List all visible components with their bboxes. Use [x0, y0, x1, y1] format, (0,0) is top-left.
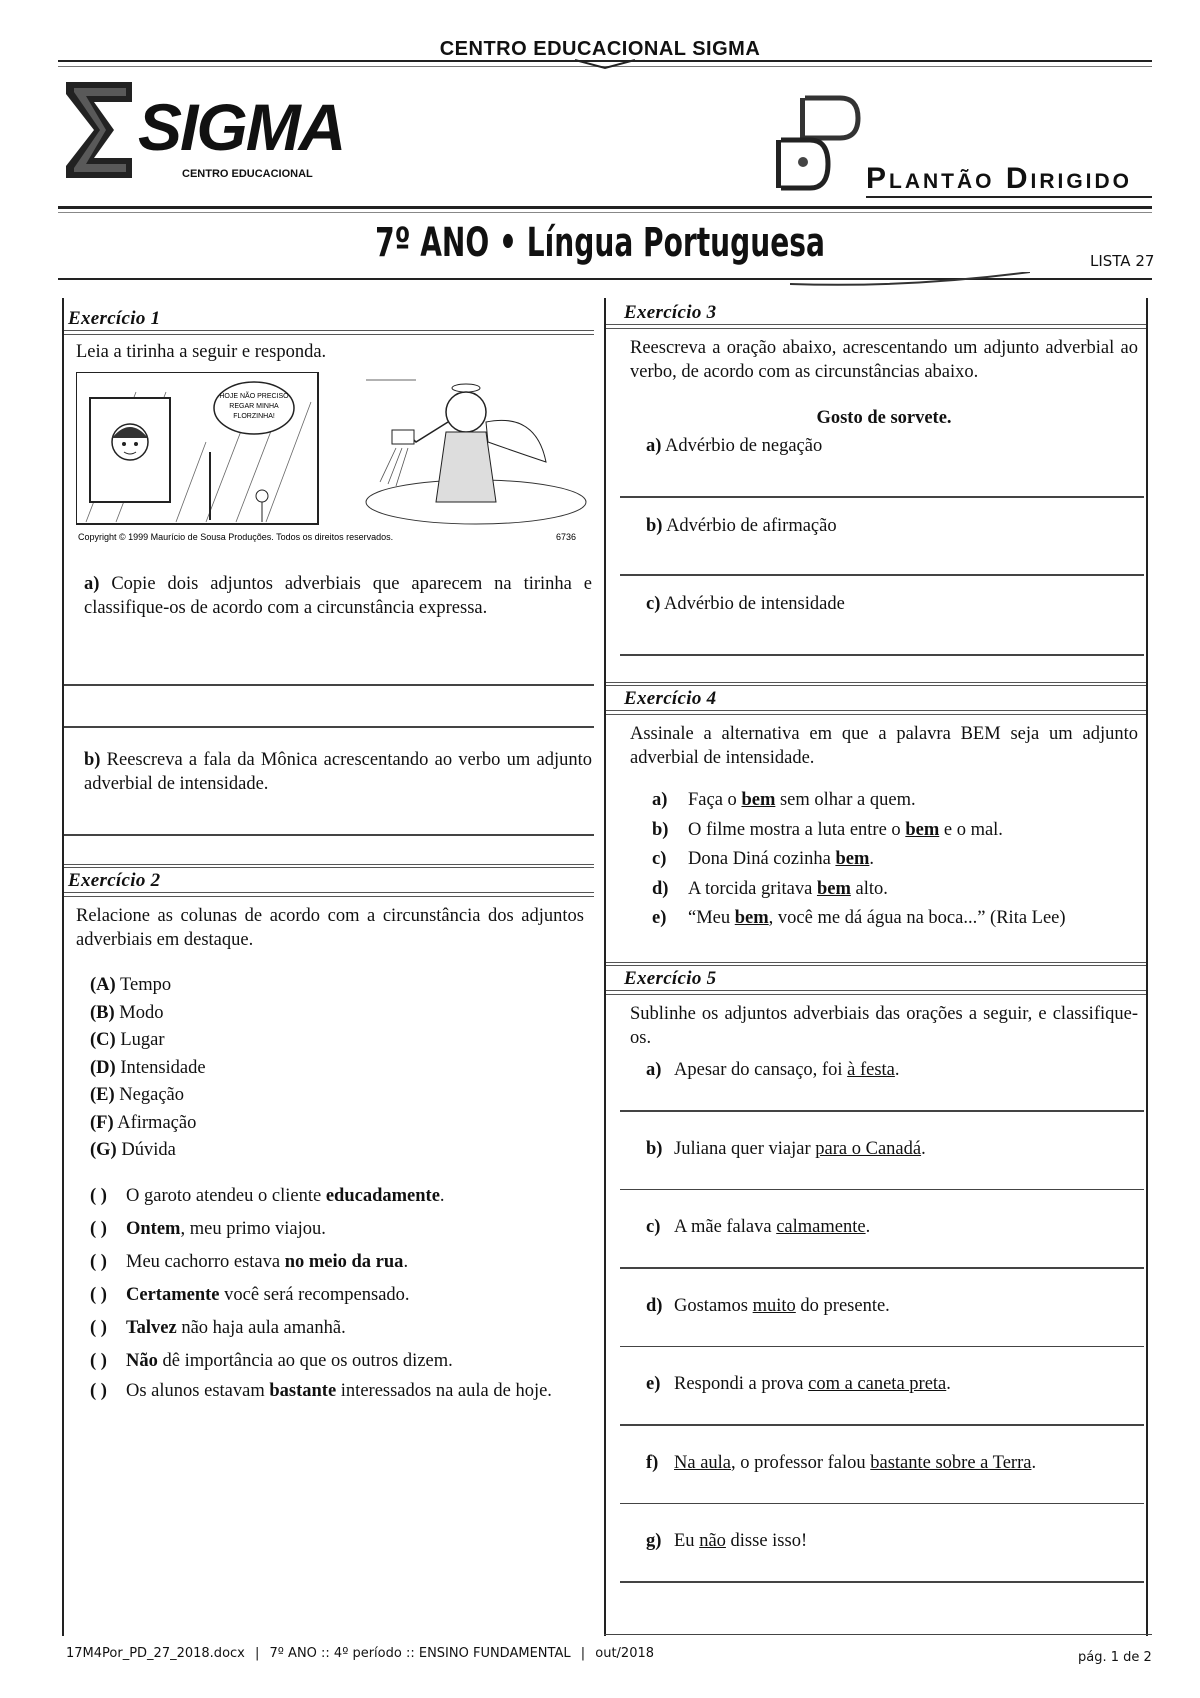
ex4-alt-letter: d) [652, 878, 669, 899]
ex2-option [90, 1000, 206, 1028]
ex1-question-b [84, 748, 592, 796]
ex2-option-key: (E) [90, 1085, 115, 1105]
ex2-item-highlight: Não [126, 1351, 158, 1371]
ex4-alt-word: bem [905, 819, 940, 840]
ex2-item-post: não haja aula amanhã. [176, 1318, 346, 1338]
ex5-item-letter: b) [646, 1138, 663, 1159]
footer-sep-1: | [255, 1646, 260, 1661]
ex2-item-paren[interactable]: ( ) [90, 1318, 107, 1338]
ex5-answer-line[interactable] [620, 1110, 1144, 1112]
svg-text:REGAR MINHA: REGAR MINHA [229, 403, 279, 410]
ex2-title-rule-top [64, 864, 594, 868]
subject-swoosh-icon [790, 272, 1030, 288]
ex2-item [90, 1312, 590, 1345]
program-underline [866, 196, 1152, 198]
ex2-item-highlight: Certamente [126, 1285, 220, 1305]
comic-speech: HOJE NÃO PRECISO [219, 393, 289, 400]
ex2-option-label: Negação [119, 1085, 185, 1105]
ex5-text: Respondi a prova [674, 1374, 809, 1394]
ex5-answer-line[interactable] [620, 1424, 1144, 1426]
ex2-option-label: Dúvida [121, 1140, 176, 1160]
ex2-options-list [90, 972, 206, 1165]
ex4-alt-post: sem olhar a quem. [775, 790, 916, 810]
ex5-item-letter: c) [646, 1217, 661, 1237]
ex5-adjunct: não [699, 1531, 726, 1551]
ex5-answer-line[interactable] [620, 1189, 1144, 1191]
left-column-border [62, 298, 64, 1636]
ex5-item [646, 1058, 900, 1082]
ex5-item [646, 1451, 1036, 1475]
ex2-item [90, 1246, 590, 1279]
logo-word: SIGMA [138, 90, 345, 164]
ex5-text: do presente. [795, 1295, 890, 1316]
ex2-title: Exercício 2 [68, 870, 161, 891]
ex3-b-answer-line[interactable] [620, 574, 1144, 576]
ex3-a-text: Advérbio de negação [665, 436, 823, 456]
ex2-item-pre: O garoto atendeu o cliente [126, 1186, 326, 1206]
ex5-item-letter: a) [646, 1060, 662, 1080]
ex2-option [90, 972, 206, 1000]
sigma-logo-icon [64, 80, 134, 180]
ex4-alt-pre: “Meu [688, 908, 735, 928]
ex1-intro: Leia a tirinha a seguir e responda. [76, 342, 327, 362]
ex1-a-answer-line-2[interactable] [64, 726, 594, 728]
ex5-text: . [946, 1374, 951, 1394]
ex5-item-letter: g) [646, 1531, 662, 1551]
ex5-title-rule [606, 990, 1146, 995]
ex5-title: Exercício 5 [624, 968, 717, 989]
ex5-answer-line[interactable] [620, 1346, 1144, 1348]
ex1-a-letter: a) [84, 574, 100, 594]
ex2-option-key: (G) [90, 1140, 117, 1160]
comic-image [76, 372, 596, 546]
subject-heading: 7º ANO • Língua Portuguesa [375, 220, 825, 266]
ex5-adjunct: para o Canadá [815, 1138, 922, 1159]
pd-logo-icon [770, 94, 870, 194]
ex2-option-label: Modo [119, 1002, 164, 1023]
ex4-alternative[interactable] [652, 816, 1142, 846]
comic-code: 6736 [556, 532, 577, 542]
ex5-item [646, 1529, 807, 1553]
ex2-item [90, 1180, 590, 1213]
ex5-text: . [921, 1138, 926, 1159]
ex5-intro: Sublinhe os adjuntos adverbiais das orações a seguir, e classifique-os. [630, 1004, 1138, 1048]
ex5-item [646, 1294, 890, 1318]
ex2-item-highlight: educadamente [325, 1186, 440, 1206]
ex2-option-key: (C) [90, 1030, 116, 1050]
subject-rule-top [58, 206, 1152, 209]
ex5-adjunct: bastante sobre a Terra [870, 1452, 1032, 1473]
logo-subtitle: CENTRO EDUCACIONAL [182, 168, 313, 180]
program-title: Plantão Dirigido [866, 162, 1132, 195]
ex5-adjunct: à festa [847, 1060, 895, 1080]
ex4-alt-pre: Dona Diná cozinha [688, 849, 836, 869]
ex5-item [646, 1372, 951, 1396]
ex3-b-text: Advérbio de afirmação [666, 516, 837, 536]
ex2-item-highlight: Ontem [126, 1219, 181, 1239]
ex4-title-rule-top [606, 682, 1146, 686]
ex4-intro: Assinale a alternativa em que a palavra BEM seja um adjunto adverbial de intensidade. [630, 724, 1138, 768]
ex3-item-a [646, 434, 822, 458]
ex2-option [90, 1082, 206, 1110]
ex4-alternative[interactable] [652, 904, 1142, 934]
ex5-adjunct: com a caneta preta [808, 1374, 947, 1394]
ex2-intro: Relacione as colunas de acordo com a circunstância dos adjuntos adverbiais em destaque. [76, 906, 584, 950]
ex5-item-letter: e) [646, 1374, 661, 1394]
ex5-item-letter: f) [646, 1452, 659, 1473]
ex4-alt-pre: A torcida gritava [688, 878, 817, 899]
ex5-text: Apesar do cansaço, foi [674, 1060, 848, 1080]
ex5-text: . [865, 1217, 871, 1237]
ex5-item-letter: d) [646, 1295, 663, 1316]
ex4-alternative[interactable] [652, 786, 1142, 816]
ex2-item-post: , meu primo viajou. [180, 1219, 326, 1239]
ex3-item-c [646, 592, 845, 616]
ex2-item-paren[interactable]: ( ) [90, 1219, 107, 1239]
comic-copyright: Copyright © 1999 Maurício de Sousa Produções. Todos os direitos reservados. [78, 532, 394, 542]
ex2-item [90, 1378, 590, 1404]
ex2-item [90, 1279, 590, 1312]
ex5-item [646, 1137, 926, 1161]
subject-rule-thin [58, 212, 1152, 213]
ex4-alternative[interactable] [652, 875, 1142, 905]
ex1-b-answer-line[interactable] [64, 834, 594, 836]
footer-date: out/2018 [595, 1646, 655, 1661]
ex2-option-key: (B) [90, 1002, 115, 1023]
header-notch-icon [575, 58, 635, 70]
ex4-alt-letter: b) [652, 819, 669, 840]
ex2-option-key: (A) [90, 975, 116, 995]
ex4-alt-word: bem [835, 849, 870, 869]
ex1-b-letter: b) [84, 750, 101, 770]
footer-info: 7º ANO :: 4º período :: ENSINO FUNDAMENTAL [269, 1646, 571, 1661]
footer-page: pág. 1 de 2 [1078, 1650, 1152, 1665]
ex2-item-post: você será recompensado. [219, 1285, 410, 1305]
ex4-alt-pre: O filme mostra a luta entre o [688, 819, 906, 840]
footer-rule [604, 1634, 1152, 1635]
ex2-item [90, 1213, 590, 1246]
ex2-item-post: interessados na aula de hoje. [336, 1381, 552, 1401]
ex2-item-paren[interactable]: ( ) [90, 1351, 107, 1371]
ex5-text: , o professor falou [731, 1452, 871, 1473]
ex4-alt-pre: Faça o [688, 790, 742, 810]
ex4-alt-letter: a) [652, 790, 668, 810]
footer-file: 17M4Por_PD_27_2018.docx [66, 1646, 245, 1661]
center-column-border [604, 298, 606, 1636]
ex2-item-highlight: no meio da rua [284, 1252, 404, 1272]
ex4-alt-post: e o mal. [939, 819, 1003, 840]
ex4-alt-letter: e) [652, 908, 667, 928]
ex2-item-post: . [439, 1186, 445, 1206]
ex2-item-paren[interactable]: ( ) [90, 1381, 107, 1401]
ex2-option [90, 1110, 206, 1138]
ex5-answer-line[interactable] [620, 1581, 1144, 1583]
ex3-intro: Reescreva a oração abaixo, acrescentando um adjunto adverbial ao verbo, de acordo com as circunstâncias abaixo. [630, 338, 1138, 382]
ex3-item-b [646, 514, 837, 538]
ex2-item-highlight: Talvez [126, 1318, 177, 1338]
ex4-alternatives [652, 786, 1142, 934]
ex2-item-paren[interactable]: ( ) [90, 1252, 107, 1272]
ex4-alt-post: , você me dá água na boca...” (Rita Lee) [768, 908, 1066, 928]
ex2-option [90, 1027, 206, 1055]
ex3-a-answer-line[interactable] [620, 496, 1144, 498]
ex2-option-label: Afirmação [117, 1112, 197, 1133]
ex4-alt-post: . [869, 849, 874, 869]
ex4-alt-word: bem [816, 878, 851, 899]
ex1-title-rule [64, 330, 594, 335]
ex4-alt-word: bem [734, 908, 769, 928]
ex1-a-text: Copie dois adjuntos adverbiais que aparecem na tirinha e classifique-os de acordo com a circunstância expressa. [84, 574, 592, 618]
ex4-alt-post: alto. [850, 878, 888, 899]
footer-sep-2: | [580, 1646, 586, 1661]
ex2-option [90, 1055, 206, 1083]
ex5-text: . [894, 1060, 900, 1080]
ex1-a-answer-line[interactable] [64, 684, 594, 686]
ex4-alternative[interactable] [652, 845, 1142, 875]
footer-meta [66, 1646, 654, 1661]
ex2-item-post: . [403, 1252, 409, 1272]
ex4-title-rule [606, 710, 1146, 715]
ex5-item [646, 1215, 870, 1239]
ex5-text: disse isso! [725, 1531, 808, 1551]
ex5-text: Gostamos [674, 1295, 753, 1316]
ex5-answer-line[interactable] [620, 1267, 1144, 1269]
right-column-border [1146, 298, 1148, 1636]
ex5-adjunct: Na aula [674, 1452, 732, 1473]
ex3-c-answer-line[interactable] [620, 654, 1144, 656]
ex2-item-pre: Os alunos estavam [126, 1381, 270, 1401]
ex5-adjunct: calmamente [776, 1217, 866, 1237]
ex4-title: Exercício 4 [624, 688, 717, 709]
ex3-sentence: Gosto de sorvete. [816, 408, 952, 428]
comic-strip [76, 372, 596, 546]
ex1-title: Exercício 1 [68, 308, 161, 329]
ex5-answer-line[interactable] [620, 1503, 1144, 1505]
ex2-item [90, 1345, 590, 1378]
ex2-item-paren[interactable]: ( ) [90, 1186, 107, 1206]
ex2-option [90, 1137, 206, 1165]
ex3-b-letter: b) [646, 516, 663, 536]
ex1-b-text: Reescreva a fala da Mônica acrescentando ao verbo um adjunto adverbial de intensidade. [84, 750, 592, 794]
ex2-item-pre: Meu cachorro estava [126, 1252, 285, 1272]
ex2-item-highlight: bastante [269, 1381, 337, 1401]
ex2-option-key: (F) [90, 1112, 114, 1133]
ex4-alt-word: bem [741, 790, 776, 810]
ex2-option-label: Tempo [119, 975, 172, 995]
ex5-text: Juliana quer viajar [674, 1138, 816, 1159]
ex5-text: . [1031, 1452, 1037, 1473]
ex5-text: Eu [674, 1531, 700, 1551]
ex3-a-letter: a) [646, 436, 662, 456]
svg-text:FLORZINHA!: FLORZINHA! [233, 413, 275, 420]
ex2-option-label: Lugar [120, 1030, 165, 1050]
list-label: LISTA 27 [1090, 252, 1155, 270]
ex3-title-rule [606, 324, 1146, 329]
ex3-title: Exercício 3 [624, 302, 717, 323]
ex5-text: A mãe falava [674, 1217, 777, 1237]
ex2-item-paren[interactable]: ( ) [90, 1285, 107, 1305]
ex2-items-list [90, 1180, 590, 1404]
ex2-title-rule [64, 892, 594, 897]
ex3-c-letter: c) [646, 594, 661, 614]
ex2-option-label: Intensidade [120, 1057, 206, 1078]
ex1-question-a [84, 572, 592, 620]
ex4-alt-letter: c) [652, 849, 667, 869]
school-title: CENTRO EDUCACIONAL SIGMA [439, 38, 761, 60]
ex2-item-post: dê importância ao que os outros dizem. [157, 1351, 453, 1371]
ex2-option-key: (D) [90, 1057, 116, 1078]
ex3-c-text: Advérbio de intensidade [663, 594, 845, 614]
ex5-adjunct: muito [752, 1295, 796, 1316]
ex5-title-rule-top [606, 962, 1146, 966]
